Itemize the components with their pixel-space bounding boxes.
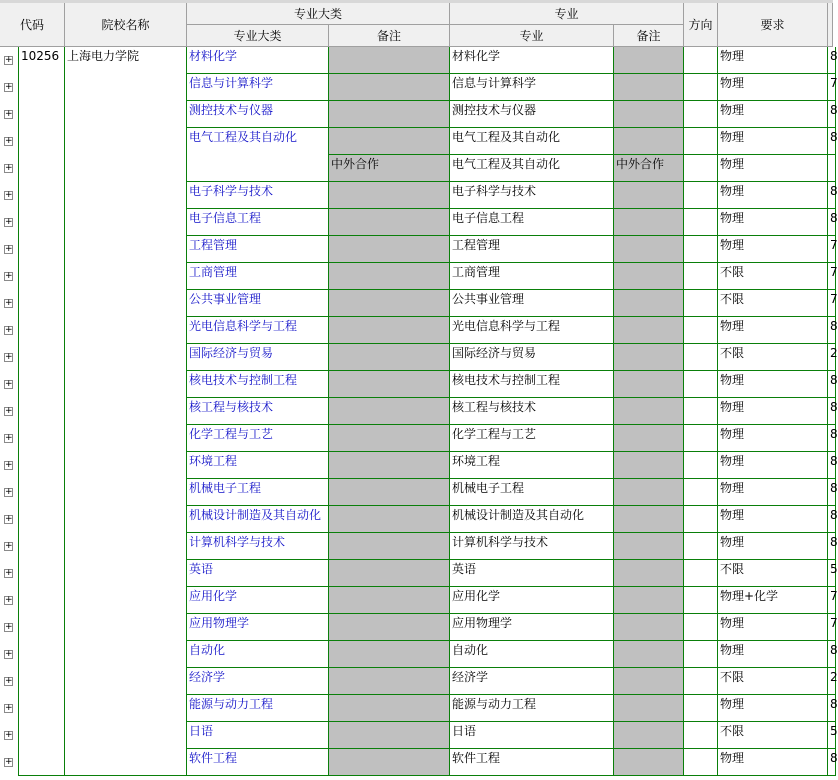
expand-row-button[interactable]: + bbox=[5, 109, 13, 119]
expand-row-button[interactable]: + bbox=[5, 244, 13, 254]
requirement-cell: 物理 bbox=[718, 533, 828, 560]
major-group-note-cell bbox=[329, 425, 450, 452]
expand-row-button[interactable]: + bbox=[5, 352, 13, 362]
header-major-group-sub[interactable]: 专业大类 bbox=[187, 25, 329, 47]
major-note-cell bbox=[614, 479, 684, 506]
major-group-cell[interactable]: 机械电子工程 bbox=[187, 479, 329, 506]
requirement-cell: 物理 bbox=[718, 695, 828, 722]
major-note-cell bbox=[614, 263, 684, 290]
major-cell: 核工程与核技术 bbox=[450, 398, 614, 425]
header-extra[interactable] bbox=[828, 3, 833, 47]
expand-row-button[interactable]: + bbox=[5, 298, 13, 308]
expand-row-button[interactable]: + bbox=[5, 514, 13, 524]
requirement-cell: 物理 bbox=[718, 155, 828, 182]
direction-cell bbox=[684, 182, 718, 209]
major-group-note-cell bbox=[329, 74, 450, 101]
major-group-note-cell bbox=[329, 317, 450, 344]
major-group-note-cell bbox=[329, 722, 450, 749]
major-group-cell[interactable]: 核电技术与控制工程 bbox=[187, 371, 329, 398]
major-note-cell: 中外合作 bbox=[614, 155, 684, 182]
header-school-name[interactable]: 院校名称 bbox=[65, 3, 187, 47]
extra-cell: 8 bbox=[828, 641, 836, 668]
expand-row-button[interactable]: + bbox=[5, 406, 13, 416]
direction-cell bbox=[684, 749, 718, 776]
extra-cell: 7 bbox=[828, 236, 836, 263]
major-note-cell bbox=[614, 587, 684, 614]
direction-cell bbox=[684, 128, 718, 155]
major-group-note-cell bbox=[329, 290, 450, 317]
direction-cell bbox=[684, 263, 718, 290]
major-note-cell bbox=[614, 371, 684, 398]
expand-row-button[interactable]: + bbox=[5, 55, 13, 65]
expand-row-button[interactable]: + bbox=[5, 190, 13, 200]
header-code[interactable]: 代码 bbox=[0, 3, 65, 47]
major-group-note-cell bbox=[329, 749, 450, 776]
major-note-cell bbox=[614, 614, 684, 641]
header-major-sub[interactable]: 专业 bbox=[450, 25, 614, 47]
requirement-cell: 物理 bbox=[718, 479, 828, 506]
expand-row-button[interactable]: + bbox=[5, 163, 13, 173]
major-group-cell[interactable]: 工商管理 bbox=[187, 263, 329, 290]
requirement-cell: 物理 bbox=[718, 74, 828, 101]
extra-cell: 8 bbox=[828, 182, 836, 209]
expand-row-button[interactable]: + bbox=[5, 676, 13, 686]
extra-cell: 8 bbox=[828, 452, 836, 479]
expand-row-button[interactable]: + bbox=[5, 136, 13, 146]
major-cell: 公共事业管理 bbox=[450, 290, 614, 317]
major-cell: 信息与计算科学 bbox=[450, 74, 614, 101]
extra-cell: 2 bbox=[828, 344, 836, 371]
major-group-cell[interactable]: 日语 bbox=[187, 722, 329, 749]
requirement-cell: 不限 bbox=[718, 344, 828, 371]
direction-cell bbox=[684, 452, 718, 479]
major-group-note-cell bbox=[329, 506, 450, 533]
expand-row-button[interactable]: + bbox=[5, 217, 13, 227]
requirement-cell: 不限 bbox=[718, 668, 828, 695]
direction-cell bbox=[684, 587, 718, 614]
major-note-cell bbox=[614, 74, 684, 101]
requirement-cell: 物理 bbox=[718, 317, 828, 344]
requirement-cell: 不限 bbox=[718, 263, 828, 290]
major-group-cell[interactable]: 应用化学 bbox=[187, 587, 329, 614]
major-note-cell bbox=[614, 749, 684, 776]
extra-cell: 8 bbox=[828, 209, 836, 236]
major-group-note-cell bbox=[329, 101, 450, 128]
extra-cell: 8 bbox=[828, 371, 836, 398]
direction-cell bbox=[684, 533, 718, 560]
major-group-note-cell bbox=[329, 209, 450, 236]
extra-cell: 5 bbox=[828, 722, 836, 749]
major-cell: 工程管理 bbox=[450, 236, 614, 263]
expand-row-button[interactable]: + bbox=[5, 541, 13, 551]
major-group-cell[interactable]: 工程管理 bbox=[187, 236, 329, 263]
major-group-cell[interactable]: 应用物理学 bbox=[187, 614, 329, 641]
major-group-cell[interactable]: 电气工程及其自动化 bbox=[187, 128, 329, 182]
major-note-cell bbox=[614, 317, 684, 344]
major-cell: 测控技术与仪器 bbox=[450, 101, 614, 128]
direction-cell bbox=[684, 668, 718, 695]
direction-cell bbox=[684, 560, 718, 587]
major-cell: 计算机科学与技术 bbox=[450, 533, 614, 560]
major-cell: 经济学 bbox=[450, 668, 614, 695]
major-note-cell bbox=[614, 425, 684, 452]
major-cell: 环境工程 bbox=[450, 452, 614, 479]
direction-cell bbox=[684, 371, 718, 398]
major-cell: 机械设计制造及其自动化 bbox=[450, 506, 614, 533]
major-group-cell[interactable]: 电子信息工程 bbox=[187, 209, 329, 236]
major-group-cell[interactable]: 核工程与核技术 bbox=[187, 398, 329, 425]
extra-cell: 2 bbox=[828, 668, 836, 695]
major-cell: 机械电子工程 bbox=[450, 479, 614, 506]
requirement-cell: 物理 bbox=[718, 182, 828, 209]
major-group-cell[interactable]: 环境工程 bbox=[187, 452, 329, 479]
requirement-cell: 物理 bbox=[718, 371, 828, 398]
school-code-cell: 10256 bbox=[18, 47, 65, 776]
major-group-cell[interactable]: 机械设计制造及其自动化 bbox=[187, 506, 329, 533]
major-group-cell[interactable]: 公共事业管理 bbox=[187, 290, 329, 317]
direction-cell bbox=[684, 344, 718, 371]
major-group-cell[interactable]: 英语 bbox=[187, 560, 329, 587]
extra-cell: 8 bbox=[828, 128, 836, 155]
major-group-cell[interactable]: 化学工程与工艺 bbox=[187, 425, 329, 452]
direction-cell bbox=[684, 425, 718, 452]
requirement-cell: 物理 bbox=[718, 398, 828, 425]
requirement-cell: 物理 bbox=[718, 425, 828, 452]
major-note-cell bbox=[614, 506, 684, 533]
extra-cell: 7 bbox=[828, 74, 836, 101]
major-cell: 日语 bbox=[450, 722, 614, 749]
extra-cell bbox=[828, 155, 836, 182]
requirement-cell: 物理+化学 bbox=[718, 587, 828, 614]
major-group-note-cell bbox=[329, 371, 450, 398]
direction-cell bbox=[684, 506, 718, 533]
requirement-cell: 物理 bbox=[718, 209, 828, 236]
expand-row-button[interactable]: + bbox=[5, 622, 13, 632]
major-note-cell bbox=[614, 398, 684, 425]
major-note-cell bbox=[614, 128, 684, 155]
major-cell: 光电信息科学与工程 bbox=[450, 317, 614, 344]
direction-cell bbox=[684, 236, 718, 263]
major-note-cell bbox=[614, 452, 684, 479]
header-major-group[interactable]: 专业大类 bbox=[187, 3, 450, 25]
major-note-cell bbox=[614, 344, 684, 371]
major-note-cell bbox=[614, 101, 684, 128]
major-group-note-cell bbox=[329, 479, 450, 506]
major-cell: 电气工程及其自动化 bbox=[450, 155, 614, 182]
major-note-cell bbox=[614, 533, 684, 560]
header-major[interactable]: 专业 bbox=[450, 3, 684, 25]
direction-cell bbox=[684, 74, 718, 101]
expand-row-button[interactable]: + bbox=[5, 325, 13, 335]
extra-cell: 8 bbox=[828, 317, 836, 344]
direction-cell bbox=[684, 290, 718, 317]
major-note-cell bbox=[614, 668, 684, 695]
major-cell: 电子信息工程 bbox=[450, 209, 614, 236]
expand-row-button[interactable]: + bbox=[5, 460, 13, 470]
expand-row-button[interactable]: + bbox=[5, 433, 13, 443]
direction-cell bbox=[684, 641, 718, 668]
requirement-cell: 不限 bbox=[718, 722, 828, 749]
direction-cell bbox=[684, 398, 718, 425]
major-note-cell bbox=[614, 560, 684, 587]
major-note-cell bbox=[614, 641, 684, 668]
header-requirement[interactable]: 要求 bbox=[718, 3, 828, 47]
major-group-cell[interactable]: 国际经济与贸易 bbox=[187, 344, 329, 371]
expand-row-button[interactable]: + bbox=[5, 271, 13, 281]
direction-cell bbox=[684, 209, 718, 236]
major-group-note-cell bbox=[329, 695, 450, 722]
major-cell: 软件工程 bbox=[450, 749, 614, 776]
header-major-group-note[interactable]: 备注 bbox=[329, 25, 450, 47]
major-group-cell[interactable]: 测控技术与仪器 bbox=[187, 101, 329, 128]
major-group-note-cell bbox=[329, 641, 450, 668]
major-group-note-cell bbox=[329, 452, 450, 479]
major-cell: 电气工程及其自动化 bbox=[450, 128, 614, 155]
major-cell: 工商管理 bbox=[450, 263, 614, 290]
major-group-cell[interactable]: 信息与计算科学 bbox=[187, 74, 329, 101]
direction-cell bbox=[684, 155, 718, 182]
major-group-cell[interactable]: 电子科学与技术 bbox=[187, 182, 329, 209]
major-cell: 化学工程与工艺 bbox=[450, 425, 614, 452]
direction-cell bbox=[684, 47, 718, 74]
major-cell: 自动化 bbox=[450, 641, 614, 668]
major-note-cell bbox=[614, 182, 684, 209]
major-cell: 国际经济与贸易 bbox=[450, 344, 614, 371]
extra-cell: 8 bbox=[828, 425, 836, 452]
expand-row-button[interactable]: + bbox=[5, 703, 13, 713]
requirement-cell: 物理 bbox=[718, 128, 828, 155]
requirement-cell: 物理 bbox=[718, 749, 828, 776]
expand-row-button[interactable]: + bbox=[5, 568, 13, 578]
requirement-cell: 不限 bbox=[718, 560, 828, 587]
major-group-note-cell bbox=[329, 47, 450, 74]
direction-cell bbox=[684, 317, 718, 344]
requirement-cell: 物理 bbox=[718, 641, 828, 668]
major-cell: 英语 bbox=[450, 560, 614, 587]
extra-cell: 8 bbox=[828, 398, 836, 425]
extra-cell: 7 bbox=[828, 587, 836, 614]
major-group-cell[interactable]: 自动化 bbox=[187, 641, 329, 668]
extra-cell: 8 bbox=[828, 695, 836, 722]
major-group-note-cell bbox=[329, 398, 450, 425]
major-group-note-cell bbox=[329, 533, 450, 560]
major-group-note-cell bbox=[329, 263, 450, 290]
major-group-note-cell bbox=[329, 560, 450, 587]
requirement-cell: 物理 bbox=[718, 47, 828, 74]
expand-row-button[interactable]: + bbox=[5, 487, 13, 497]
major-note-cell bbox=[614, 209, 684, 236]
major-group-note-cell bbox=[329, 614, 450, 641]
extra-cell: 8 bbox=[828, 533, 836, 560]
direction-cell bbox=[684, 101, 718, 128]
expand-row-button[interactable]: + bbox=[5, 595, 13, 605]
requirement-cell: 物理 bbox=[718, 452, 828, 479]
expand-row-button[interactable]: + bbox=[5, 379, 13, 389]
major-note-cell bbox=[614, 722, 684, 749]
major-group-cell[interactable]: 材料化学 bbox=[187, 47, 329, 74]
major-group-cell[interactable]: 经济学 bbox=[187, 668, 329, 695]
major-group-note-cell bbox=[329, 128, 450, 155]
extra-cell: 7 bbox=[828, 290, 836, 317]
extra-cell: 8 bbox=[828, 749, 836, 776]
requirement-cell: 物理 bbox=[718, 506, 828, 533]
major-group-cell[interactable]: 计算机科学与技术 bbox=[187, 533, 329, 560]
major-cell: 核电技术与控制工程 bbox=[450, 371, 614, 398]
school-name-cell: 上海电力学院 bbox=[65, 47, 187, 776]
major-group-cell[interactable]: 光电信息科学与工程 bbox=[187, 317, 329, 344]
extra-cell: 8 bbox=[828, 101, 836, 128]
header-direction[interactable]: 方向 bbox=[684, 3, 718, 47]
requirement-cell: 物理 bbox=[718, 101, 828, 128]
requirement-cell: 物理 bbox=[718, 236, 828, 263]
major-group-note-cell bbox=[329, 344, 450, 371]
extra-cell: 7 bbox=[828, 263, 836, 290]
header-major-note[interactable]: 备注 bbox=[614, 25, 684, 47]
extra-cell: 5 bbox=[828, 560, 836, 587]
expand-row-button[interactable]: + bbox=[5, 730, 13, 740]
major-group-note-cell bbox=[329, 182, 450, 209]
major-note-cell bbox=[614, 236, 684, 263]
major-group-cell[interactable]: 能源与动力工程 bbox=[187, 695, 329, 722]
expand-row-button[interactable]: + bbox=[5, 82, 13, 92]
expand-row-button[interactable]: + bbox=[5, 649, 13, 659]
major-cell: 材料化学 bbox=[450, 47, 614, 74]
extra-cell: 7 bbox=[828, 614, 836, 641]
direction-cell bbox=[684, 695, 718, 722]
requirement-cell: 不限 bbox=[718, 290, 828, 317]
major-group-note-cell: 中外合作 bbox=[329, 155, 450, 182]
major-note-cell bbox=[614, 290, 684, 317]
major-group-note-cell bbox=[329, 668, 450, 695]
extra-cell: 8 bbox=[828, 506, 836, 533]
extra-cell: 8 bbox=[828, 47, 836, 74]
major-cell: 电子科学与技术 bbox=[450, 182, 614, 209]
major-group-note-cell bbox=[329, 236, 450, 263]
requirement-cell: 物理 bbox=[718, 614, 828, 641]
direction-cell bbox=[684, 614, 718, 641]
major-note-cell bbox=[614, 47, 684, 74]
direction-cell bbox=[684, 722, 718, 749]
major-cell: 应用化学 bbox=[450, 587, 614, 614]
major-note-cell bbox=[614, 695, 684, 722]
expand-row-button[interactable]: + bbox=[5, 757, 13, 767]
major-group-note-cell bbox=[329, 587, 450, 614]
major-cell: 应用物理学 bbox=[450, 614, 614, 641]
direction-cell bbox=[684, 479, 718, 506]
major-cell: 能源与动力工程 bbox=[450, 695, 614, 722]
extra-cell: 8 bbox=[828, 479, 836, 506]
major-group-cell[interactable]: 软件工程 bbox=[187, 749, 329, 776]
